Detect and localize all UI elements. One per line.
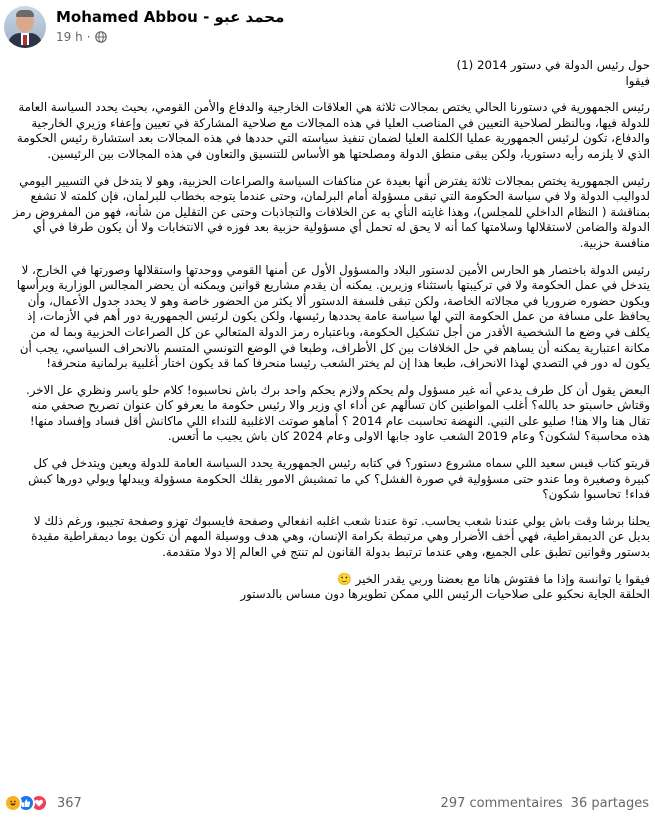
post-paragraph: فيقوا يا توانسة وإذا ما فقتوش هانا مع بعضنا وربي يقدر الخير 🙂 (337, 571, 650, 586)
globe-icon[interactable] (95, 31, 107, 43)
author-name[interactable]: Mohamed Abbou - محمد عبو (56, 8, 285, 26)
post-time[interactable]: 19 h (56, 30, 83, 44)
shares-count[interactable]: 36 partages (570, 796, 649, 811)
post-paragraph: يحلنا برشا وقت باش يولي عندنا شعب يحاسب. توة عندنا شعب اغلبه انفعالي وصفحة فايسبوك تهزو وصفحة تجيبو، ورغم ذلك لا بديل عن الديمقراطية، فهي أخف الأضرار وهي مرتبطة بكرامة الإنسان، وهي هدف ووسيلة المهم أن تكون يوما ديمقراطية مقيدة بدستور وقوانين تطبق على الجميع، وهي عندما ترتبط بدولة القانون لم تنتج في العالم إلا دولا متقدمة. (31, 513, 650, 560)
avatar-tie (23, 35, 27, 45)
reaction-count[interactable]: 367 (57, 795, 82, 811)
post-title: حول رئيس الدولة في دستور 2014 (1) (456, 58, 650, 72)
post-paragraph: رئيس الدولة باختصار هو الحارس الأمين لدستور البلاد والمسؤول الأول عن أمنها القومي ووحدتها واستقلالها وصورتها في الخارج، لا يتدخل في عمل الحكومة ولا في تركيبتها باستثناء وزيرين. يمكنه أن يقدم مشاريع قوانين ويمكنه أن يحضر المجالس الوزارية ويرأسها ويكون حضوره ضروريا في مجالاته الخاصة، ولكن تبقى فلسفة الدستور ألا يكثر من الحضور خاصة وهو لا يحدد جدول الأعمال، وأن يحافظ على مسافة من عمل الحكومة التي لها سياسة عامة يحددها رئيسها، ولكن يكون لرئيس الجمهورية دور أهم في الأزمات، إذ يكلف في وضع ما الشخصية الأقدر من أجل تشكيل الحكومة، وباعتباره رمز الدولة المتعالي عن كل الصراعات الحزبية وبما له من مكانة اعتبارية يمكنه أن يساهم في حل الخلافات بين كل الأطراف، وطبعا في الوضع التونسي المتسم بالانحراف السياسي، يجب أن يكون له دور في التصدي لهذا الانحراف، طبعا هذا إن لم يختر الشعب رئيسا منحرفا كما قد يكون اختار أغلبية برلمانية منحرفة! (16, 262, 650, 371)
post-text (10, 58, 650, 786)
avatar-hair (16, 10, 34, 17)
avatar[interactable] (4, 6, 46, 48)
post-meta: 19 h · (56, 30, 107, 44)
post-footer (0, 788, 655, 818)
haha-icon (4, 794, 22, 812)
post-paragraph: قريتو كتاب قيس سعيد اللي سماه مشروع دستور؟ في كتابه رئيس الجمهورية يحدد السياسة العامة للدولة ويعين ويتدخل في كل كبيرة وصغيرة وما عندو حتى مسؤولية في صورة الفشل؟ كي ما تمشيش الامور يقلك الحكومة مسؤولة ويبدلها ويولي دورها كبش فداء! تحاسبوا شكون؟ (28, 456, 650, 502)
reactions-summary[interactable] (4, 794, 82, 812)
post-subtitle: فيقوا (625, 73, 650, 88)
post-paragraph: البعض يقول أن كل طرف يدعي أنه غير مسؤول ولم يحكم ولازم يحكم واحد برك باش نحاسبوه! كلام حلو ياسر ونظري عل الاخر. وقتاش حاسبتو حد بالله؟ أغلب المواطنين كان تسألهم عن أداء اي وزير والا رئيس حكومة ما يعرفو كان عنوان تصريح صحفي منه تقال هنا والا هنا! صليو على النبي. النهضة تحاسبت عام 2014 ؟ أماهو صوتت الاغلبية للنداء اللي ماكانش أقل فساد وإفساد منها! هذه محاسبة؟ لشكون؟ وعام 2019 الشعب عاود جابها الاولى وعام 2024 كان باش يجيب ما أتعس. (25, 382, 650, 444)
post-paragraph: الحلقة الجاية نحكيو على صلاحيات الرئيس اللي ممكن تطويرها دون مساس بالدستور (240, 587, 650, 602)
post-stats (441, 796, 649, 811)
post-header (0, 0, 655, 56)
comments-count[interactable]: 297 commentaires (440, 796, 563, 811)
post-paragraph: رئيس الجمهورية في دستورنا الحالي يختص بمجالات ثلاثة هي العلاقات الخارجية والدفاع والأمن القومي، بحيث يحدد السياسة العامة للدولة فيها، وبالنظر لصلاحية التعيين في المناصب العليا في هذه المجالات مع صلاحية المشاركة في تعيين وإعفاء وزيري الخارجية والدفاع، تكون لرئيس الجمهورية عمليا الكلمة العليا لضمان تنفيذ سياسته التي حددها في هذه المجالات بعد استشارة رئيس الحكومة الذي لا يلزمه رأيه دستوريا، ولكن يبقى منطق الدولة ومصلحتها هو الأساس للتنسيق والتعاون في هذه المجالات بين الرئيسين. (16, 100, 650, 161)
post-paragraph: رئيس الجمهورية يختص بمجالات ثلاثة يفترض أنها بعيدة عن مناكفات السياسة والصراعات الحزبية، وهو لا يتدخل في التسيير اليومي لدواليب الدولة ولا في سياسة الحكومة التي تبقى مسؤولة أمام البرلمان، وحتى عندما يتوجه بخطاب للبرلمان، فإن كلمته لا تشفع بمناقشة ( النظام الداخلي للمجلس)، وهذا غايته النأي به عن الخلافات والتجاذبات وحتى عن التقليل من شأنه، فهو من المفروض رمز الدولة والضامن لاستقلالها وسلامتها كما أنه لا يحق له تحمل أي مسؤولية حزبية بعد فوزه في الانتخابات ولا أن يكون طرفا في أي منافسة حزبية. (12, 173, 650, 250)
